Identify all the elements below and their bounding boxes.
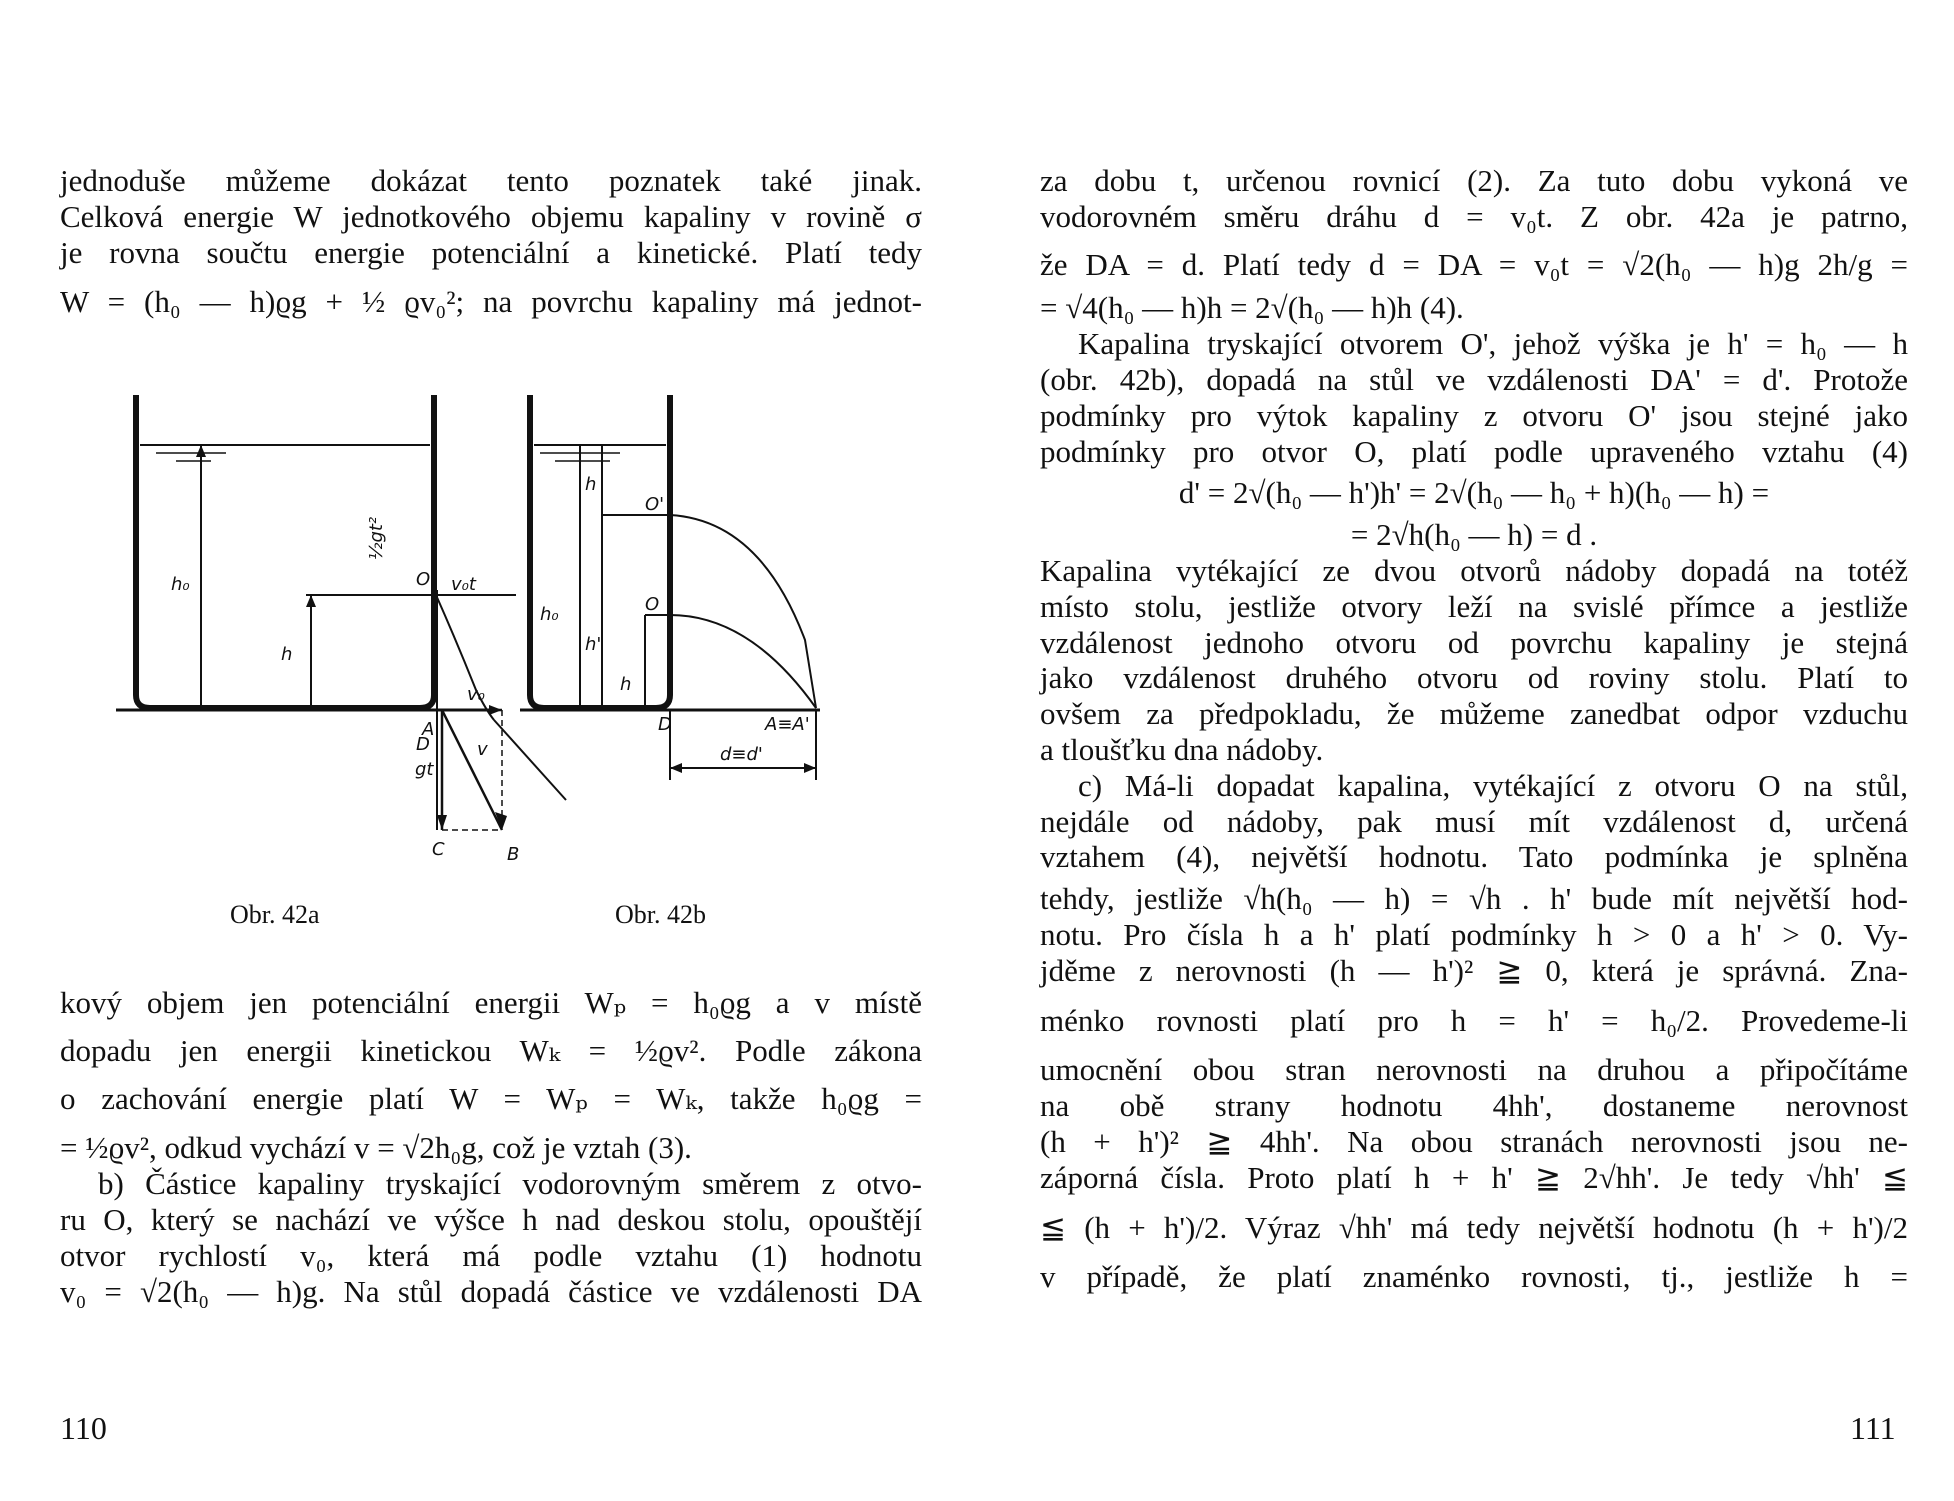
text-line: jděme z nerovnosti (h — h')² ≧ 0, která je správná. Zna- [1040, 952, 1908, 988]
text-line: b) Částice kapaliny tryskající vodorovným směrem z otvo- [98, 1166, 922, 1202]
text-line: že DA = d. Platí tedy d = DA = v₀t = √2(h₀ — h)g 2h/g = [1040, 246, 1908, 282]
text-line: Kapalina tryskající otvorem O', jehož výška je h' = h₀ — h [1078, 326, 1908, 362]
text-line: jako vzdálenost druhého otvoru od roviny stolu. Platí to [1040, 660, 1908, 696]
fig-label-A-eq: A≡A' [765, 714, 810, 735]
text-line: dopadu jen energii kinetickou Wₖ = ½ϱv². Podle zákona [60, 1032, 922, 1068]
fig-label-v: v [477, 739, 488, 760]
caption-42a: Obr. 42a [230, 900, 320, 929]
text-line: ≦ (h + h')/2. Výraz √hh' má tedy největší hodnotu (h + h')/2 [1040, 1209, 1908, 1245]
text-line: nejdále od nádoby, pak musí mít vzdálenost d, určená [1040, 803, 1908, 839]
text-line: v případě, že platí znaménko rovnosti, tj., jestliže h = [1040, 1259, 1908, 1295]
right-text [1040, 163, 1908, 1295]
text-line: na obě strany hodnotu 4hh', dostaneme nerovnost [1040, 1088, 1908, 1124]
text-line: tehdy, jestliže √h(h₀ — h) = √h . h' bude mít největší hod- [1040, 881, 1908, 917]
fig-label-half-gt2: ½gt² [366, 516, 387, 560]
text-line: (obr. 42b), dopadá na stůl ve vzdálenosti DA' = d'. Protože [1040, 361, 1908, 397]
fig-label-O-b: O [645, 594, 660, 615]
fig-label-h0-b: h₀ [540, 604, 559, 625]
text-line: = √4(h₀ — h)h = 2√(h₀ — h)h (4). [1040, 290, 1464, 326]
fig-label-v0: v₀ [467, 684, 485, 705]
fig-label-hprime: h' [585, 634, 602, 655]
figure-42b [520, 390, 910, 790]
fig-label-D: D [416, 734, 430, 755]
fig-label-gt: gt [415, 759, 434, 780]
text-line: kový objem jen potenciální energii Wₚ = h₀ϱg a v místě [60, 985, 922, 1020]
text-line: W = (h₀ — h)ϱg + ½ ϱv₀²; na povrchu kapaliny má jednot- [60, 284, 922, 320]
fig-label-d-eq: d≡d' [720, 744, 763, 765]
right-page [977, 0, 1954, 1501]
text-line: vodorovném směru dráhu d = v₀t. Z obr. 42a je patrno, [1040, 198, 1908, 234]
text-line: podmínky pro výtok kapaliny z otvoru O' jsou stejné jako [1040, 397, 1908, 433]
text-line: a tloušťku dna nádoby. [1040, 731, 1324, 767]
fig-label-h-bottom: h [620, 674, 632, 695]
left-bottom-text [60, 985, 922, 1309]
text-line: vztahem (4), největší hodnotu. Tato podmínka je splněna [1040, 839, 1908, 875]
fig-label-h-top: h [585, 474, 597, 495]
text-line: ménko rovnosti platí pro h = h' = h₀/2. Provedeme-li [1040, 1002, 1908, 1038]
text-line: notu. Pro čísla h a h' platí podmínky h > 0 a h' > 0. Vy- [1040, 916, 1908, 952]
text-line: c) Má-li dopadat kapalina, vytékající z otvoru O na stůl, [1078, 767, 1908, 803]
page-number-right: 111 [1850, 1410, 1896, 1446]
text-line: ru O, který se nachází ve výšce h nad deskou stolu, opouštějí [60, 1201, 922, 1237]
text-line: Celková energie W jednotkového objemu kapaliny v rovině σ [60, 198, 922, 234]
text-line: d' = 2√(h₀ — h')h' = 2√(h₀ — h₀ + h)(h₀ — h) = [1178, 475, 1770, 511]
text-line: Kapalina vytékající ze dvou otvorů nádoby dopadá na totéž [1040, 552, 1908, 588]
text-line: podmínky pro otvor O, platí podle upraveného vztahu (4) [1040, 433, 1908, 469]
text-line: místo stolu, jestliže otvory leží na svislé přímce a jestliže [1040, 588, 1908, 624]
caption-42b: Obr. 42b [615, 900, 706, 929]
fig-label-C: C [432, 839, 445, 860]
fig-label-h: h [281, 644, 293, 665]
fig-label-A: A [422, 719, 435, 740]
text-line: jednoduše můžeme dokázat tento poznatek také jinak. [60, 163, 922, 198]
fig-label-Oprime: O' [645, 494, 665, 515]
text-line: = ½ϱv², odkud vychází v = √2h₀g, což je vztah (3). [60, 1130, 692, 1166]
fig-label-h0: h₀ [171, 574, 190, 595]
fig-label-O: O [416, 569, 431, 590]
fig-label-v0t: v₀t [451, 574, 476, 595]
left-top-text [60, 163, 922, 320]
text-line: umocnění obou stran nerovnosti na druhou a připočítáme [1040, 1052, 1908, 1088]
fig-label-B: B [507, 844, 520, 865]
page-number-left: 110 [60, 1410, 107, 1446]
text-line: (h + h')² ≧ 4hh'. Na obou stranách nerovnosti jsou ne- [1040, 1123, 1908, 1159]
text-line: = 2√h(h₀ — h) = d . [1350, 517, 1598, 553]
text-line: vzdálenost jednoho otvoru od povrchu kapaliny je stejná [1040, 624, 1908, 660]
text-line: otvor rychlostí v₀, která má podle vztahu (1) hodnotu [60, 1237, 922, 1273]
fig-label-D-b: D [658, 714, 672, 735]
text-line: je rovna součtu energie potenciální a kinetické. Platí tedy [60, 234, 922, 270]
text-line: ovšem za předpokladu, že můžeme zanedbat odpor vzduchu [1040, 696, 1908, 732]
text-line: v₀ = √2(h₀ — h)g. Na stůl dopadá částice ve vzdálenosti DA [60, 1273, 922, 1309]
text-line: o zachování energie platí W = Wₚ = Wₖ, takže h₀ϱg = [60, 1080, 922, 1116]
text-line: záporná čísla. Proto platí h + h' ≧ 2√hh'. Je tedy √hh' ≦ [1040, 1159, 1908, 1195]
text-line: za dobu t, určenou rovnicí (2). Za tuto dobu vykoná ve [1040, 163, 1908, 198]
